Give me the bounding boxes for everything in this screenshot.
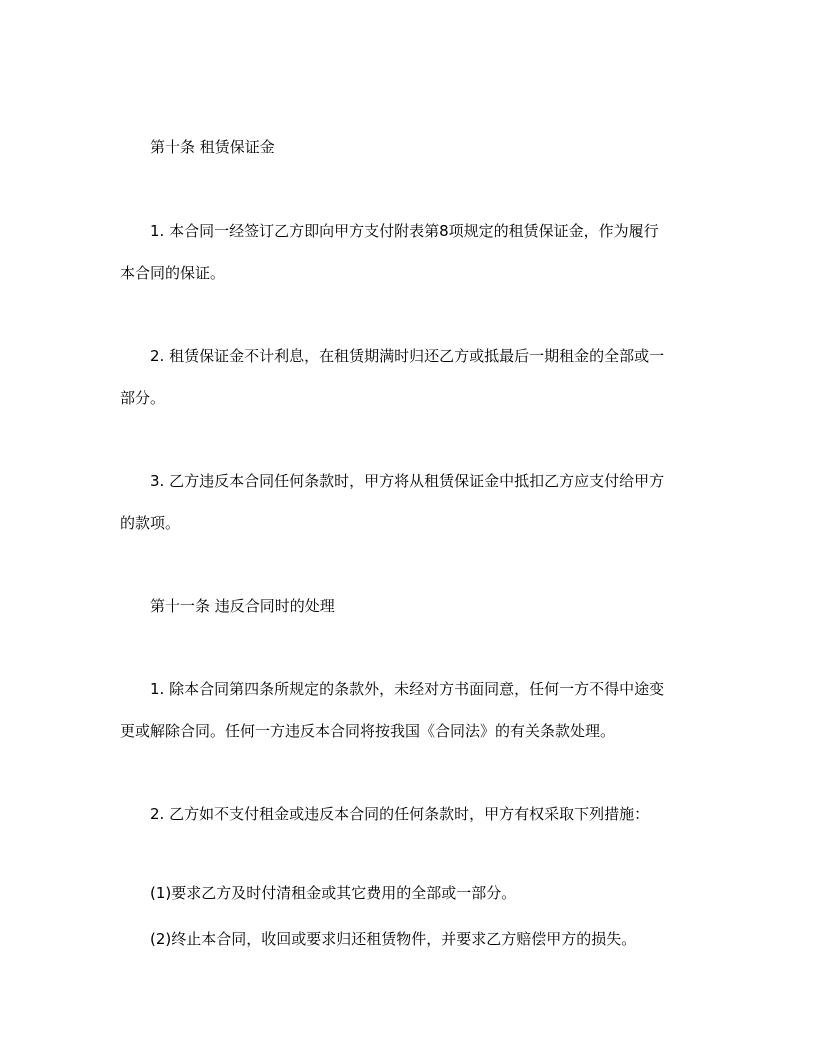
article-10-item-2-line-2: 部分。 <box>120 389 166 407</box>
article-10-item-1-line-1: 1. 本合同一经签订乙方即向甲方支付附表第8项规定的租赁保证金，作为履行 <box>150 222 659 240</box>
article-11-item-1-line-2: 更或解除合同。任何一方违反本合同将按我国《合同法》的有关条款处理。 <box>120 722 616 740</box>
article-11-item-1-line-1: 1. 除本合同第四条所规定的条款外，未经对方书面同意，任何一方不得中途变 <box>150 680 665 698</box>
article-11-sub-item-2: (2)终止本合同，收回或要求归还租赁物件，并要求乙方赔偿甲方的损失。 <box>150 930 637 948</box>
article-10-item-3-line-2: 的款项。 <box>120 514 181 532</box>
article-11-sub-item-1: (1)要求乙方及时付清租金或其它费用的全部或一部分。 <box>150 884 517 902</box>
article-11-heading: 第十一条 违反合同时的处理 <box>150 597 335 615</box>
article-10-item-3-line-1: 3. 乙方违反本合同任何条款时，甲方将从租赁保证金中抵扣乙方应支付给甲方 <box>150 472 665 490</box>
article-10-item-1-line-2: 本合同的保证。 <box>120 264 226 282</box>
article-10-item-2-line-1: 2. 租赁保证金不计利息，在租赁期满时归还乙方或抵最后一期租金的全部或一 <box>150 347 665 365</box>
article-10-heading: 第十条 租赁保证金 <box>150 138 275 156</box>
article-11-item-2-line-1: 2. 乙方如不支付租金或违反本合同的任何条款时，甲方有权采取下列措施： <box>150 805 650 823</box>
